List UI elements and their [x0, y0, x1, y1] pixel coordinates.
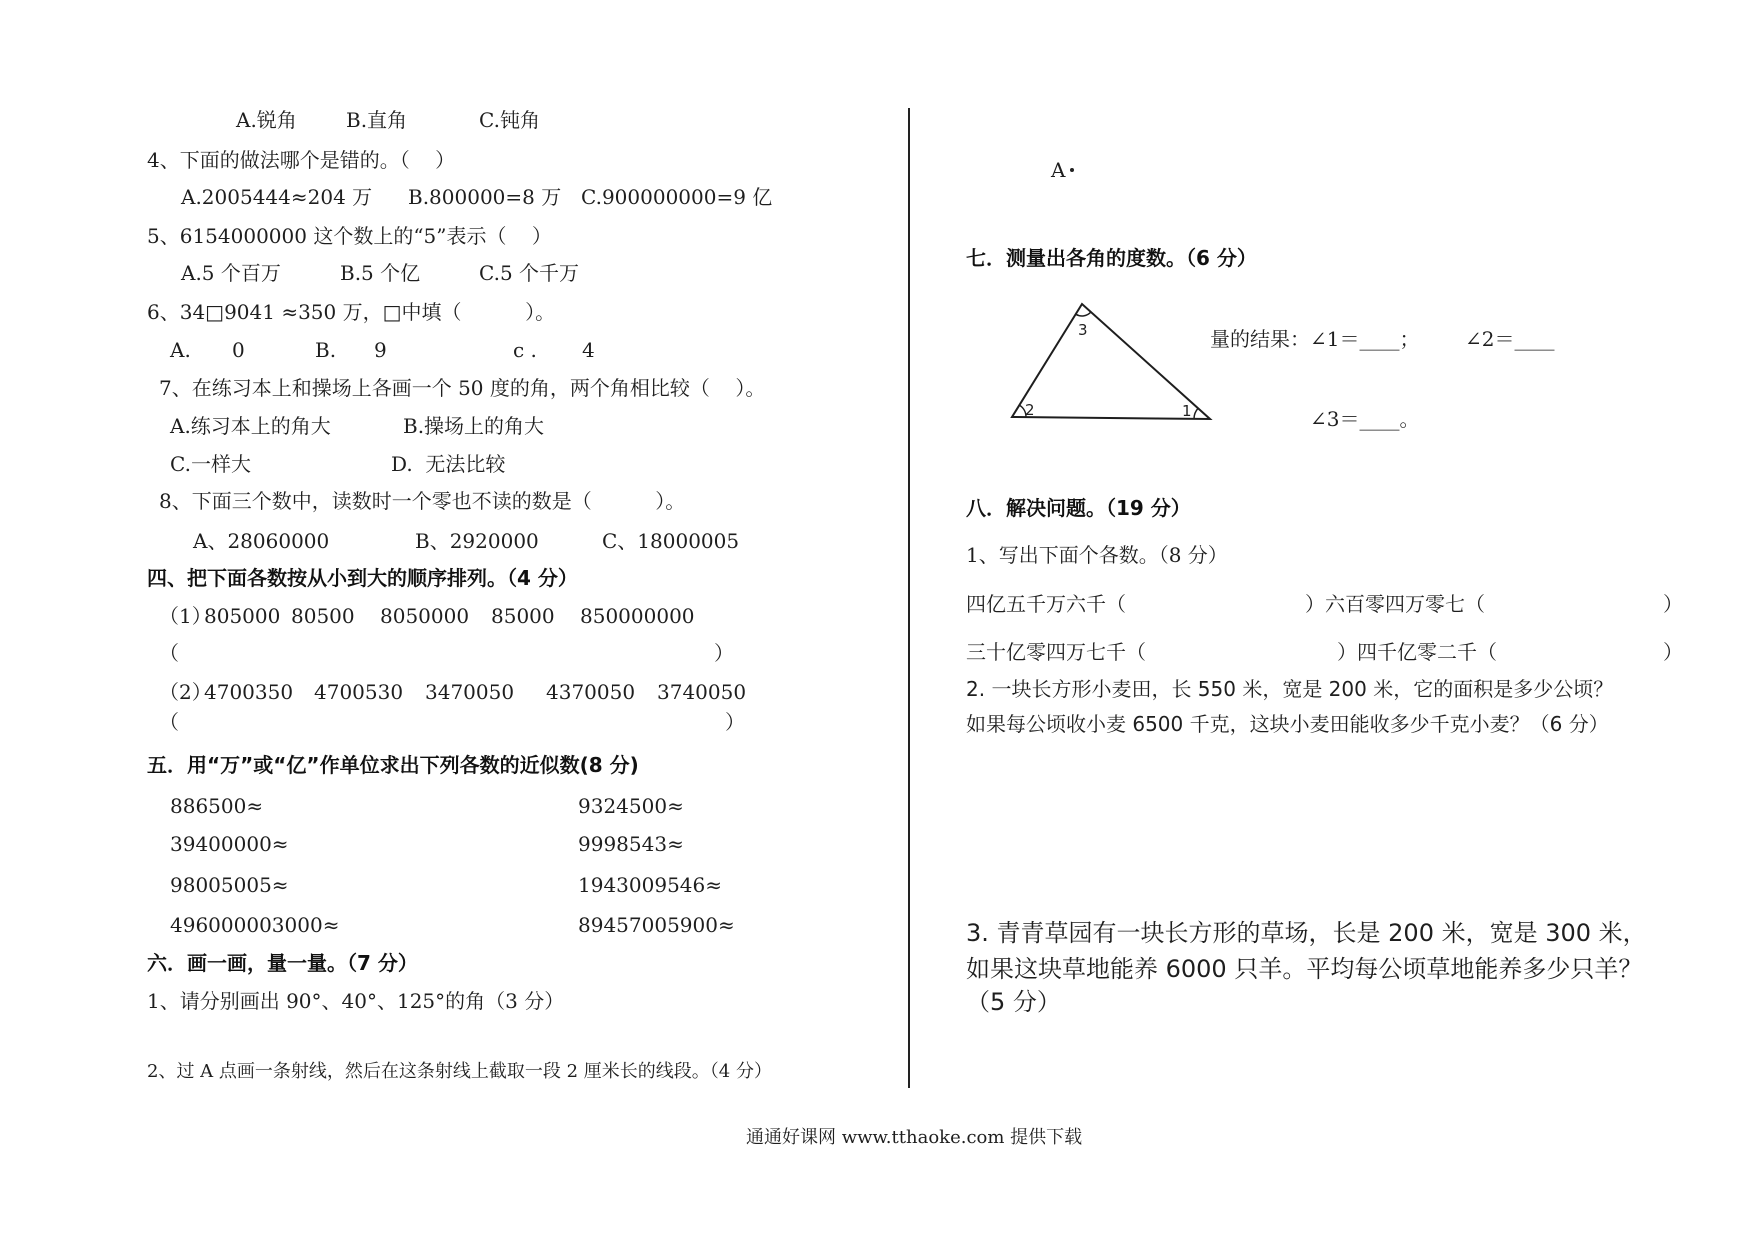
q4-stem: 4、下面的做法哪个是错的。（ ） [147, 148, 456, 172]
section5-item-left: 98005005≈ [170, 873, 289, 897]
angle-label-1: 1 [1182, 402, 1192, 420]
section6-q1: 1、请分别画出 90°、40°、125°的角（3 分） [147, 989, 565, 1013]
section4-group2-number: 3470050 [425, 680, 515, 704]
section4-group2-number: 3740050 [657, 680, 747, 704]
section4-group1-number: 8050000 [380, 604, 470, 628]
section8-q1-stem: 1、写出下面个各数。（8 分） [966, 543, 1228, 567]
q4-option-a: A.2005444≈204 万 [181, 185, 373, 209]
q6-option-a-value: 0 [232, 338, 245, 362]
section5-item-right: 1943009546≈ [578, 873, 723, 897]
section4-group1-label: （1） [159, 604, 212, 628]
q5-option-a: A.5 个百万 [181, 261, 281, 285]
triangle-figure [1000, 295, 1225, 430]
q6-option-b-label: B. [315, 338, 337, 362]
angle-arc-right [1194, 408, 1198, 419]
section4-group2-answer-close: ） [725, 710, 745, 734]
section8-q1-row2-part3: ） [1663, 640, 1683, 664]
point-a-label: A [1051, 158, 1066, 182]
section8-q3-line: 3. 青青草园有一块长方形的草场，长是 200 米，宽是 300 米， [966, 919, 1647, 947]
angle-result-3: ∠3＝____。 [1310, 407, 1420, 431]
q7-option-c: C.一样大 [170, 452, 251, 476]
triangle-shape [1012, 304, 1210, 419]
angle-result-2: ∠2＝____ [1465, 327, 1555, 351]
section8-q1-row1-part3: ） [1663, 592, 1683, 616]
section8-q1-row1-part1: 四亿五千万六千（ [966, 592, 1126, 616]
angle-label-3: 3 [1078, 321, 1088, 339]
q8-option-c: C、18000005 [602, 529, 740, 553]
section4-group1-number: 850000000 [580, 604, 695, 628]
section4-group1-number: 80500 [291, 604, 355, 628]
section8-q2-line: 如果每公顷收小麦 6500 千克，这块小麦田能收多少千克小麦？（6 分） [966, 712, 1609, 736]
q6-option-b-value: 9 [374, 338, 387, 362]
section4-group1-number: 85000 [491, 604, 555, 628]
section5-item-left: 886500≈ [170, 794, 264, 818]
section8-q2-line: 2. 一块长方形小麦田，长 550 米，宽是 200 米，它的面积是多少公顷？ [966, 677, 1614, 701]
q3-option-c: C.钝角 [479, 108, 540, 132]
section6-q2: 2、过 A 点画一条射线，然后在这条射线上截取一段 2 厘米长的线段。（4 分） [147, 1061, 772, 1082]
q6-option-c-value: 4 [582, 338, 595, 362]
section4-group1-answer-close: ） [714, 641, 734, 665]
section5-item-right: 9324500≈ [578, 794, 684, 818]
section7-title: 七．测量出各角的度数。（6 分） [966, 246, 1257, 270]
q3-option-a: A.锐角 [236, 108, 297, 132]
section5-item-left: 39400000≈ [170, 832, 289, 856]
section6-title: 六．画一画，量一量。（7 分） [147, 951, 418, 975]
q6-option-c-label: c . [513, 338, 537, 362]
q8-stem: 8、下面三个数中，读数时一个零也不读的数是（ ）。 [159, 489, 686, 513]
section4-group2-number: 4700530 [314, 680, 404, 704]
q8-option-a: A、28060000 [193, 529, 330, 553]
section4-group1-number: 805000 [204, 604, 281, 628]
q6-option-a-label: A. [170, 338, 191, 362]
q4-option-b: B.800000=8 万 [408, 185, 562, 209]
q6-stem: 6、34□9041 ≈350 万，□中填（ ）。 [147, 300, 556, 324]
point-a-dot [1070, 168, 1074, 172]
section8-q1-row1-part2: ）六百零四万零七（ [1305, 592, 1485, 616]
q7-option-a: A.练习本上的角大 [170, 414, 331, 438]
q5-stem: 5、6154000000 这个数上的“5”表示（ ） [147, 224, 552, 248]
section4-group2-number: 4700350 [204, 680, 294, 704]
q7-option-b: B.操场上的角大 [403, 414, 545, 438]
section5-item-right: 89457005900≈ [578, 913, 735, 937]
q5-option-b: B.5 个亿 [340, 261, 421, 285]
q7-stem: 7、在练习本上和操场上各画一个 50 度的角，两个角相比较（ ）。 [159, 376, 766, 400]
section4-title: 四、把下面各数按从小到大的顺序排列。（4 分） [147, 566, 578, 590]
section8-q3-line: （5 分） [966, 988, 1061, 1016]
q8-option-b: B、2920000 [415, 529, 539, 553]
q4-option-c: C.900000000=9 亿 [581, 185, 773, 209]
q7-option-d: D. 无法比较 [391, 452, 506, 476]
section5-item-right: 9998543≈ [578, 832, 684, 856]
q5-option-c: C.5 个千万 [479, 261, 580, 285]
section4-group2-answer-open: （ [159, 710, 179, 734]
angle-result-1: 量的结果：∠1＝____； [1210, 327, 1420, 351]
angle-arc-top [1076, 312, 1091, 316]
section4-group2-number: 4370050 [546, 680, 636, 704]
column-divider [908, 108, 910, 1088]
section4-group1-answer-open: （ [159, 641, 179, 665]
section5-title: 五．用“万”或“亿”作单位求出下列各数的近似数(8 分) [147, 753, 639, 777]
q3-option-b: B.直角 [346, 108, 408, 132]
section5-item-left: 496000003000≈ [170, 913, 340, 937]
angle-label-2: 2 [1025, 401, 1035, 419]
section8-q1-row2-part2: ）四千亿零二千（ [1337, 640, 1497, 664]
section8-title: 八．解决问题。（19 分） [966, 496, 1191, 520]
section8-q1-row2-part1: 三十亿零四万七千（ [966, 640, 1146, 664]
section8-q3-line: 如果这块草地能养 6000 只羊。平均每公顷草地能养多少只羊？ [966, 955, 1643, 983]
page-footer: 通通好课网 www.tthaoke.com 提供下载 [746, 1127, 1083, 1148]
section4-group2-label: （2） [159, 680, 212, 704]
